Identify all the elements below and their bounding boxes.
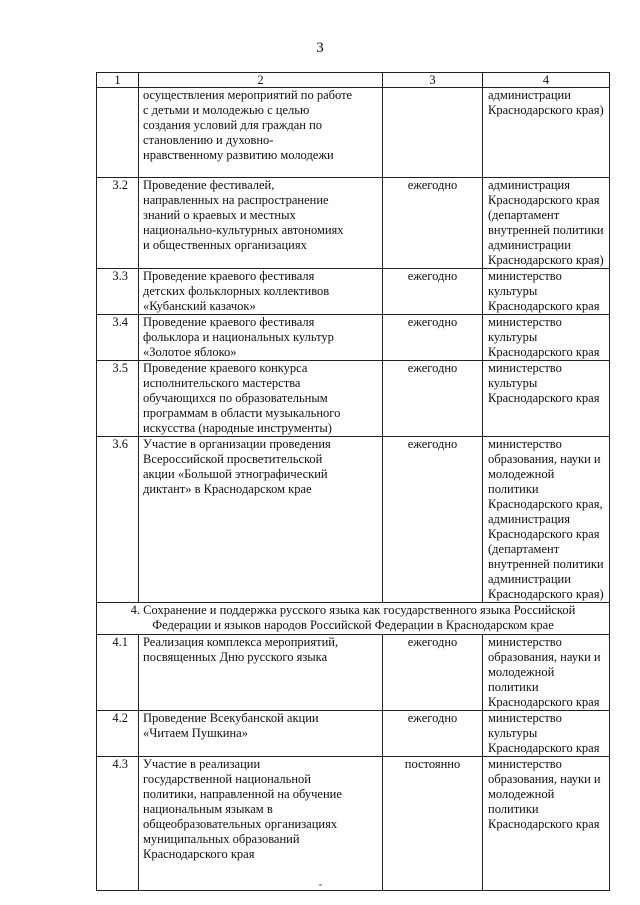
row-responsible: министерство образования, науки и молодежной политики Краснодарского края [483, 757, 610, 891]
row-number: 4.3 [97, 757, 139, 891]
row-action: Проведение краевого фестиваля детских фольклорных коллективов «Кубанский казачок» [139, 269, 383, 315]
row-responsible: администрация Краснодарского края (департамент внутренней политики администрации Краснодарского края) [483, 178, 610, 269]
scan-speck [319, 884, 322, 886]
row-number: 3.4 [97, 315, 139, 361]
header-col-3: 3 [383, 73, 483, 88]
row-period [383, 88, 483, 178]
row-action: осуществления мероприятий по работе с детьми и молодежью с целью создания условий для граждан по становлению и духовно- нравственному развитию молодежи [139, 88, 383, 178]
measures-table [96, 72, 610, 891]
row-action: Проведение краевого фестиваля фольклора и национальных культур «Золотое яблоко» [139, 315, 383, 361]
row-action: Участие в реализации государственной национальной политики, направленной на обучение национальным языкам в общеобразовательных организациях муниципальных образований Краснодарского края [139, 757, 383, 891]
table-row [97, 361, 610, 437]
row-number [97, 88, 139, 178]
row-number: 3.2 [97, 178, 139, 269]
row-responsible: администрации Краснодарского края) [483, 88, 610, 178]
row-number: 3.6 [97, 437, 139, 603]
row-number: 3.5 [97, 361, 139, 437]
section-title: 4. Сохранение и поддержка русского языка как государственного языка Российской Федерации и языков народов Российской Федерации в Краснодарском крае [97, 603, 610, 635]
row-period: ежегодно [383, 315, 483, 361]
row-number: 3.3 [97, 269, 139, 315]
page-number: 3 [316, 40, 324, 56]
row-number: 4.1 [97, 635, 139, 711]
table-row [97, 88, 610, 178]
row-responsible: министерство культуры Краснодарского края [483, 269, 610, 315]
row-period: ежегодно [383, 361, 483, 437]
row-period: ежегодно [383, 711, 483, 757]
row-responsible: министерство образования, науки и молодежной политики Краснодарского края, администрация Краснодарского края (департамент внутренней политики администрации Краснодарского края) [483, 437, 610, 603]
table-row [97, 757, 610, 891]
table-row [97, 269, 610, 315]
row-responsible: министерство культуры Краснодарского края [483, 711, 610, 757]
header-col-1: 1 [97, 73, 139, 88]
row-responsible: министерство культуры Краснодарского края [483, 315, 610, 361]
row-action: Проведение краевого конкурса исполнительского мастерства обучающихся по образовательным программам в области музыкального искусства (народные инструменты) [139, 361, 383, 437]
section-heading-row [97, 603, 610, 635]
row-period: ежегодно [383, 635, 483, 711]
table-header-row [97, 73, 610, 88]
row-action: Участие в организации проведения Всероссийской просветительской акции «Большой этнографический диктант» в Краснодарском крае [139, 437, 383, 603]
row-period: ежегодно [383, 178, 483, 269]
header-col-4: 4 [483, 73, 610, 88]
row-number: 4.2 [97, 711, 139, 757]
row-responsible: министерство культуры Краснодарского края [483, 361, 610, 437]
row-action: Реализация комплекса мероприятий, посвященных Дню русского языка [139, 635, 383, 711]
row-responsible: министерство образования, науки и молодежной политики Краснодарского края [483, 635, 610, 711]
header-col-2: 2 [139, 73, 383, 88]
row-action: Проведение Всекубанской акции «Читаем Пушкина» [139, 711, 383, 757]
table-row [97, 437, 610, 603]
row-period: ежегодно [383, 269, 483, 315]
row-action: Проведение фестивалей, направленных на распространение знаний о краевых и местных национально-культурных автономиях и общественных организациях [139, 178, 383, 269]
table-row [97, 178, 610, 269]
table-row [97, 635, 610, 711]
row-period: ежегодно [383, 437, 483, 603]
row-period: постоянно [383, 757, 483, 891]
table-row [97, 315, 610, 361]
table-row [97, 711, 610, 757]
